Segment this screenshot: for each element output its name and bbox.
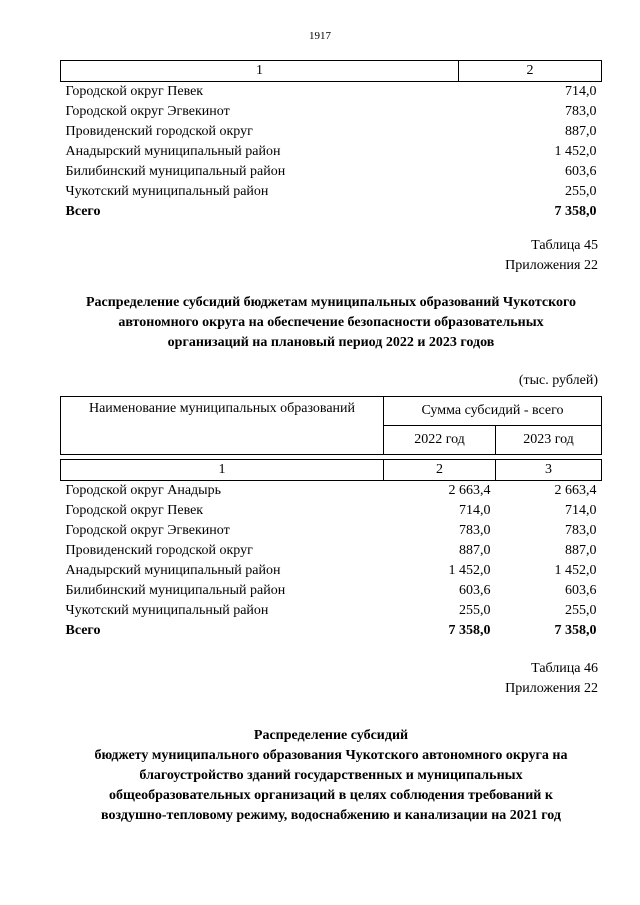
amount-2023: 1 452,0 (554, 563, 597, 578)
table-45-caption (505, 236, 598, 276)
header-year-2022: 2022 год (384, 426, 496, 455)
table-number: Таблица 46 (531, 661, 598, 676)
table-previous (60, 60, 602, 222)
municipality-name: Городской округ Певек (65, 503, 204, 518)
page-number: 1917 (309, 30, 331, 42)
amount-2022: 603,6 (459, 583, 491, 598)
amount-2023: 2 663,4 (554, 483, 597, 498)
total-label: Всего (65, 204, 101, 219)
amount-2022: 783,0 (459, 523, 491, 538)
municipality-name: Городской округ Эгвекинот (65, 523, 230, 538)
column-number: 3 (496, 460, 602, 481)
amount-2023: 603,6 (565, 583, 597, 598)
table-number-row (61, 460, 602, 481)
amount: 603,6 (565, 164, 597, 179)
total-label: Всего (65, 623, 101, 638)
total-2023: 7 358,0 (554, 623, 597, 638)
municipality-name: Провиденский городской округ (65, 124, 253, 139)
table-row (61, 182, 602, 202)
amount: 887,0 (565, 124, 597, 139)
amount: 255,0 (565, 184, 597, 199)
amount: 783,0 (565, 104, 597, 119)
municipality-name: Билибинский муниципальный район (65, 583, 286, 598)
table-header-row (61, 61, 602, 82)
municipality-name: Городской округ Эгвекинот (65, 104, 230, 119)
table-row (61, 521, 602, 541)
table-row (61, 581, 602, 601)
table-row (61, 82, 602, 103)
table-row (61, 102, 602, 122)
table-row (61, 162, 602, 182)
table-row (61, 561, 602, 581)
table-row (61, 481, 602, 502)
municipality-name: Городской округ Певек (65, 84, 204, 99)
amount-2023: 714,0 (565, 503, 597, 518)
column-number: 1 (61, 61, 459, 82)
header-municipality: Наименование муниципальных образований (61, 397, 384, 455)
table-46-title: Распределение субсидий бюджету муниципального образования Чукотского автономного округа на благоустройство зданий государственных и муниципальных общеобразовательных организаций в целях соблюдения требований к воздушно-тепловому режиму, водоснабжению и канализации на 2021 год (94, 728, 568, 823)
municipality-name: Анадырский муниципальный район (65, 144, 281, 159)
table-row (61, 501, 602, 521)
municipality-name: Чукотский муниципальный район (65, 184, 269, 199)
table-row (61, 541, 602, 561)
municipality-name: Чукотский муниципальный район (65, 603, 269, 618)
total-amount: 7 358,0 (554, 204, 597, 219)
amount: 714,0 (565, 84, 597, 99)
table-46-caption (505, 659, 598, 699)
table-45 (60, 396, 602, 641)
column-number: 2 (384, 460, 496, 481)
table-row (61, 122, 602, 142)
units-label: (тыс. рублей) (518, 373, 598, 388)
amount-2022: 887,0 (459, 543, 491, 558)
amount-2023: 887,0 (565, 543, 597, 558)
column-number: 2 (459, 61, 602, 82)
appendix-reference: Приложения 22 (505, 258, 598, 273)
amount-2023: 255,0 (565, 603, 597, 618)
table-row (61, 601, 602, 621)
appendix-reference: Приложения 22 (505, 681, 598, 696)
amount-2022: 714,0 (459, 503, 491, 518)
municipality-name: Билибинский муниципальный район (65, 164, 286, 179)
amount-2023: 783,0 (565, 523, 597, 538)
municipality-name: Провиденский городской округ (65, 543, 253, 558)
header-year-2023: 2023 год (496, 426, 602, 455)
column-number: 1 (61, 460, 384, 481)
total-2022: 7 358,0 (448, 623, 491, 638)
amount: 1 452,0 (554, 144, 597, 159)
municipality-name: Анадырский муниципальный район (65, 563, 281, 578)
table-number: Таблица 45 (531, 238, 598, 253)
total-row (61, 621, 602, 641)
amount-2022: 255,0 (459, 603, 491, 618)
amount-2022: 2 663,4 (448, 483, 491, 498)
table-row (61, 142, 602, 162)
amount-2022: 1 452,0 (448, 563, 491, 578)
table-45-title: Распределение субсидий бюджетам муниципальных образований Чукотского автономного округа на обеспечение безопасности образовательных организаций на плановый период 2022 и 2023 годов (85, 295, 577, 350)
municipality-name: Городской округ Анадырь (65, 483, 221, 498)
total-row (61, 202, 602, 222)
header-sum: Сумма субсидий - всего (384, 397, 602, 426)
table-header-row (61, 397, 602, 426)
